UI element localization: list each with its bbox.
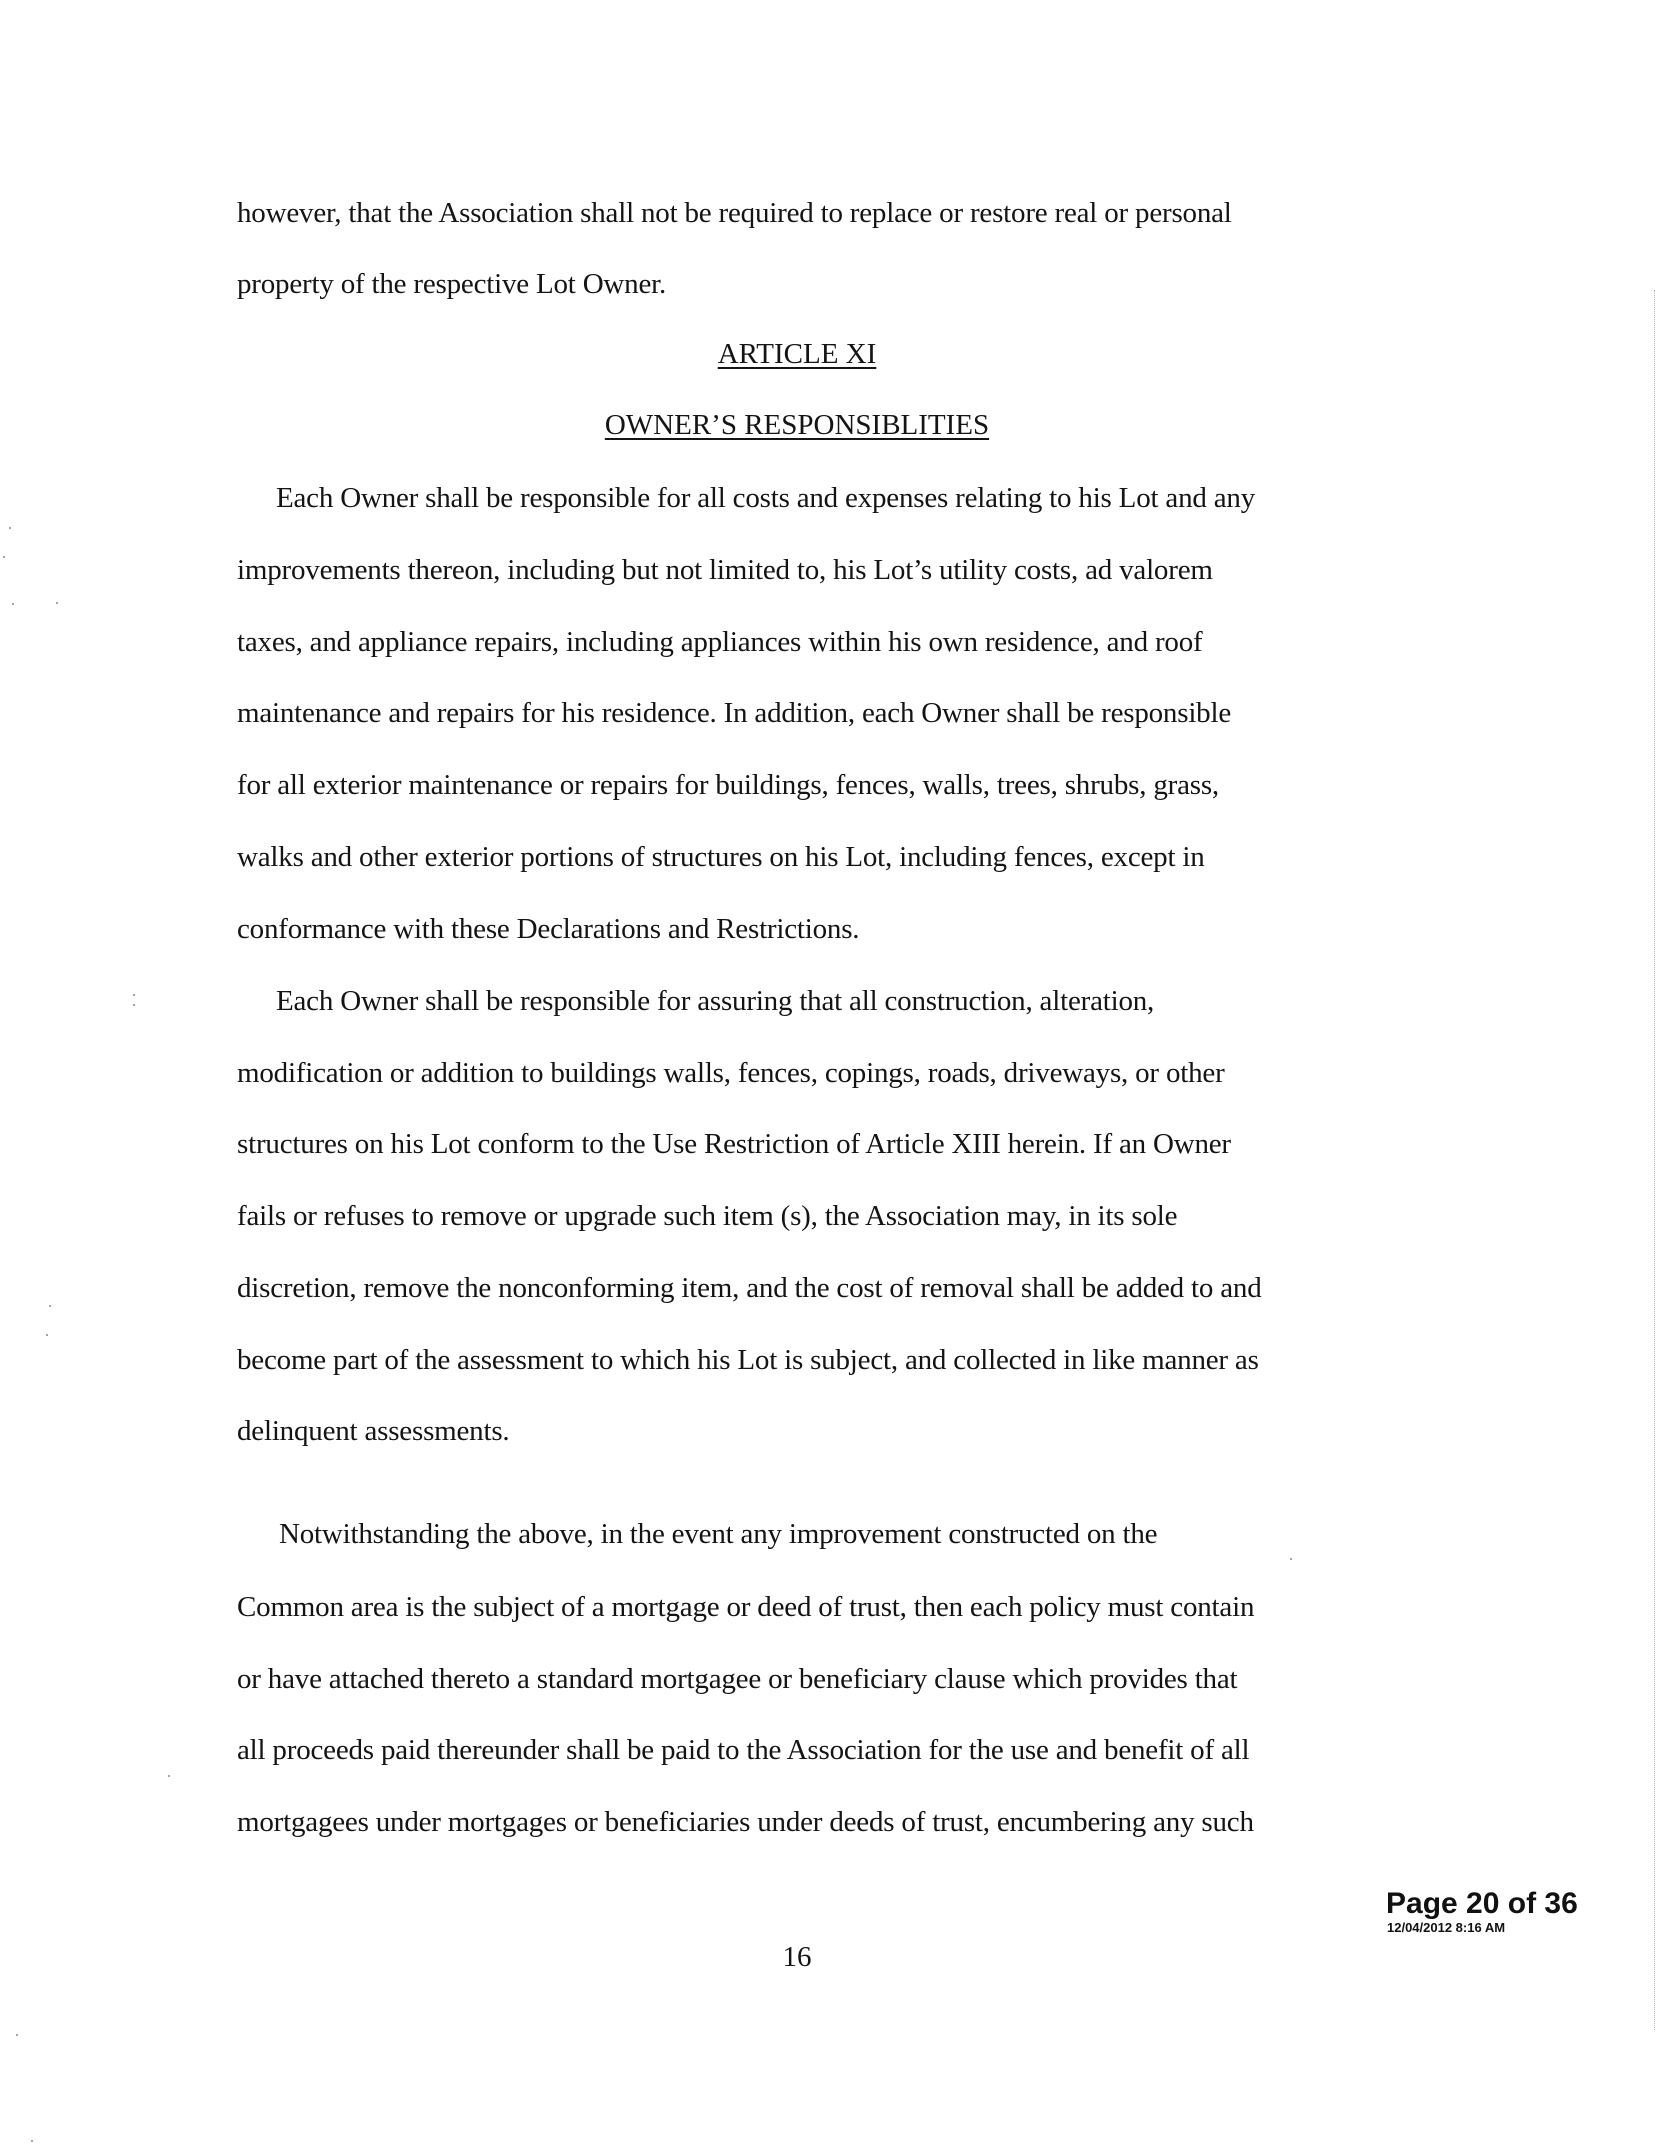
body-text-line: fails or refuses to remove or upgrade such item (s), the Association may, in its sole [237,1200,1178,1232]
scan-speck [3,556,5,558]
body-text-line: become part of the assessment to which his Lot is subject, and collected in like manner as [237,1344,1259,1376]
body-text-line: modification or addition to buildings walls, fences, copings, roads, driveways, or other [237,1057,1225,1089]
body-text-line: or have attached thereto a standard mortgagee or beneficiary clause which provides that [237,1663,1238,1695]
body-text-line: Common area is the subject of a mortgage or deed of trust, then each policy must contain [237,1591,1255,1623]
body-text-line: structures on his Lot conform to the Use Restriction of Article XIII herein. If an Owner [237,1128,1231,1160]
article-number-heading: ARTICLE XI [717,338,877,370]
body-text-line: walks and other exterior portions of structures on his Lot, including fences, except in [237,841,1205,873]
body-text-line: conformance with these Declarations and Restrictions. [237,913,860,945]
scan-speck [168,1775,170,1777]
article-title-heading: OWNER’S RESPONSIBLITIES [604,409,990,441]
scan-speck [46,1334,48,1336]
page-number: 16 [782,1941,812,1973]
body-text-line: Each Owner shall be responsible for all costs and expenses relating to his Lot and any [276,482,1255,514]
stamp-page-label: Page 20 of 36 [1386,1887,1578,1920]
body-text-line: however, that the Association shall not be required to replace or restore real or personal [237,197,1232,229]
body-text-line: Notwithstanding the above, in the event any improvement constructed on the [279,1518,1158,1550]
body-text-line: for all exterior maintenance or repairs for buildings, fences, walls, trees, shrubs, grass, [237,769,1219,801]
scan-speck [12,603,14,605]
scan-speck [133,1004,135,1006]
scan-speck [56,602,58,604]
scan-speck [31,2140,33,2142]
body-text-line: taxes, and appliance repairs, including appliances within his own residence, and roof [237,626,1203,658]
scan-speck [1290,1558,1292,1560]
body-text-line: property of the respective Lot Owner. [237,268,667,300]
body-text-line: all proceeds paid thereunder shall be paid to the Association for the use and benefit of all [237,1734,1250,1766]
body-text-line: mortgagees under mortgages or beneficiaries under deeds of trust, encumbering any such [237,1806,1254,1838]
scan-edge-artifact [1654,290,1656,2030]
recording-stamp [1386,1888,1578,1935]
stamp-datetime: 12/04/2012 8:16 AM [1387,1920,1506,1935]
scan-speck [49,1305,51,1307]
scan-speck [9,527,11,529]
scan-speck [16,2034,18,2036]
body-text-line: improvements thereon, including but not limited to, his Lot’s utility costs, ad valorem [237,554,1213,586]
body-text-line: Each Owner shall be responsible for assuring that all construction, alteration, [276,985,1155,1017]
body-text-line: discretion, remove the nonconforming item, and the cost of removal shall be added to and [237,1272,1262,1304]
scan-speck [133,994,135,996]
body-text-line: delinquent assessments. [237,1415,510,1447]
body-text-line: maintenance and repairs for his residence. In addition, each Owner shall be responsible [237,697,1232,729]
